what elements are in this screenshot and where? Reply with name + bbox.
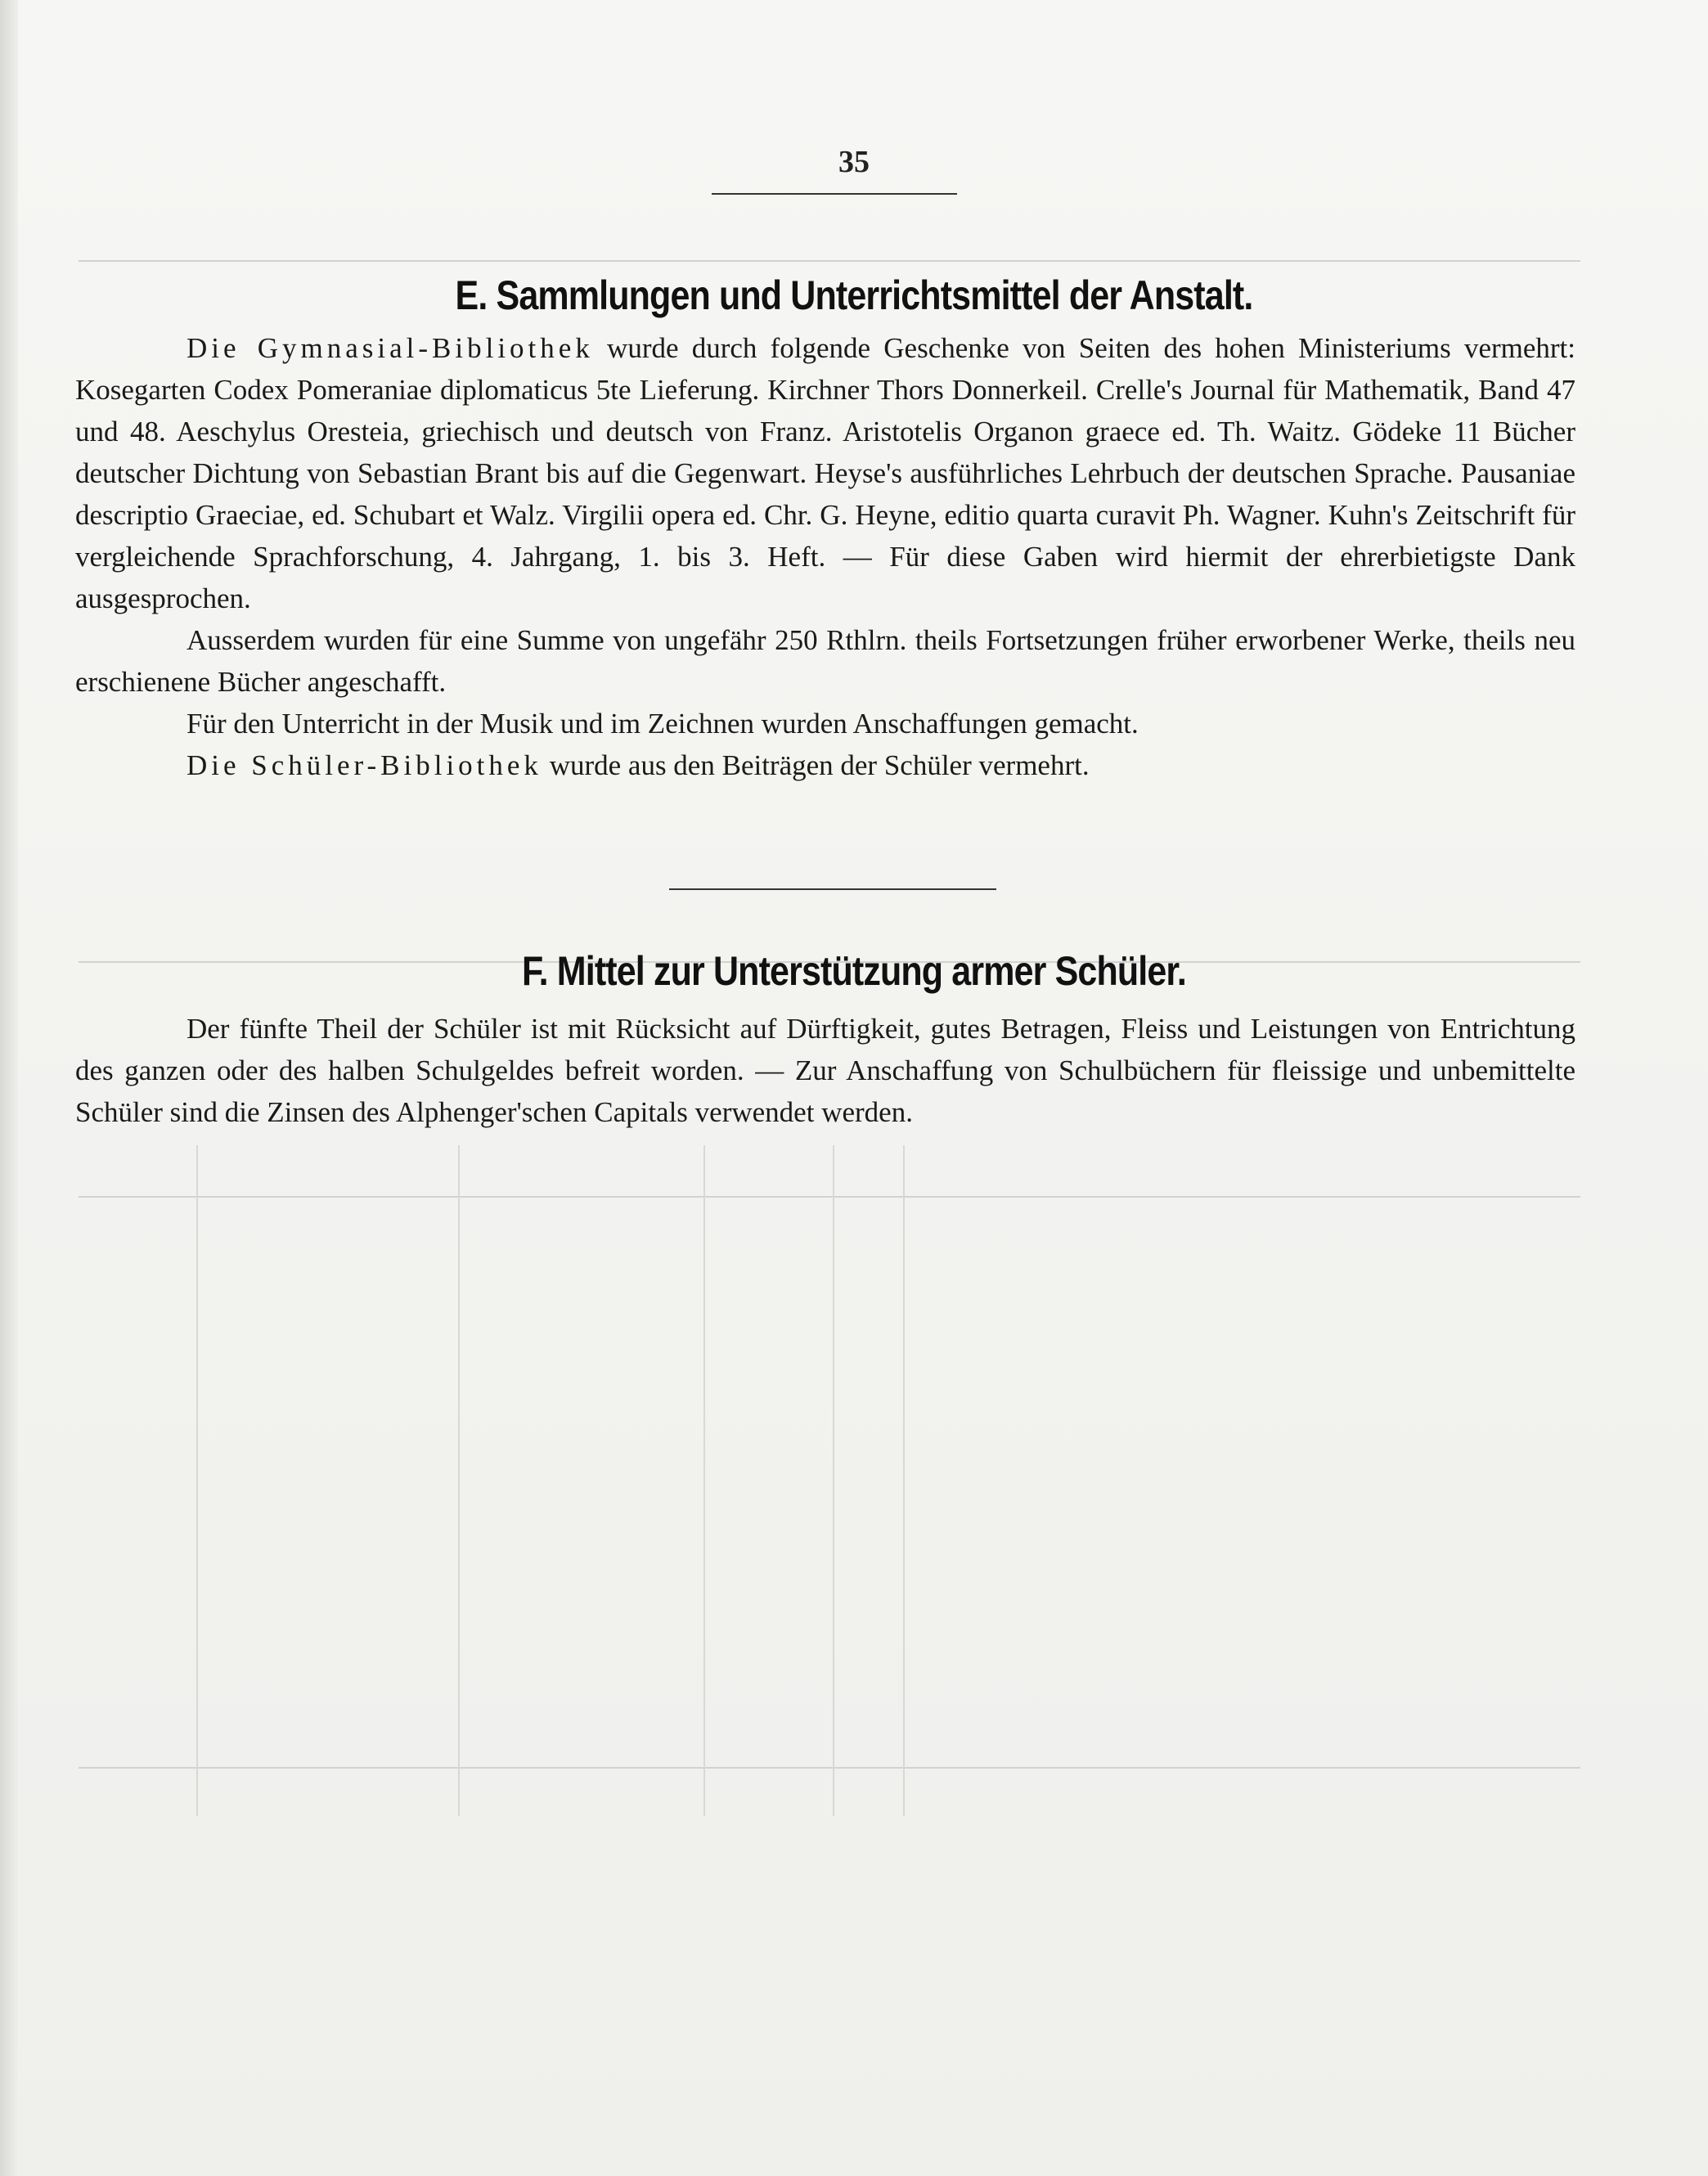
section-divider (669, 888, 996, 890)
section-f-body (75, 1008, 1575, 1133)
bleed-through-rule (79, 1767, 1580, 1769)
bleed-through-rule (196, 1145, 198, 1816)
section-e-paragraph-1 (75, 327, 1575, 619)
bleed-through-rule (833, 1145, 834, 1816)
bleed-through-rule (79, 260, 1580, 262)
bleed-through-rule (79, 1196, 1580, 1198)
section-f-heading: F. Mittel zur Unterstützung armer Schüler. (521, 948, 1187, 994)
section-e-paragraph-2 (75, 619, 1575, 703)
paragraph-text: Der fünfte Theil der Schüler ist mit Rücksicht auf Dürftigkeit, gutes Betragen, Fleiss und Leistungen von Entrichtung des ganzen oder des halben Schulgeldes befreit worden. — Zur Anschaffung von Schulbüchern für fleissige und unbemittelte Schüler sind die Zinsen des Alphenger'schen Capitals verwendet werden. (75, 1013, 1575, 1128)
bleed-through-rule (703, 1145, 705, 1816)
paragraph-text: Für den Unterricht in der Musik und im Zeichnen wurden Anschaffungen gemacht. (187, 708, 1139, 740)
page-number-rule (712, 193, 957, 195)
paragraph-text: Ausserdem wurden für eine Summe von ungefähr 250 Rthlrn. theils Fortsetzungen früher erworbener Werke, theils neu erschienene Bücher angeschafft. (75, 624, 1575, 698)
paragraph-lead: Die Gymnasial-Bibliothek (187, 332, 594, 364)
section-e-heading: E. Sammlungen und Unterrichtsmittel der Anstalt. (455, 272, 1253, 318)
paragraph-text: wurde aus den Beiträgen der Schüler vermehrt. (542, 749, 1090, 781)
paragraph-text: wurde durch folgende Geschenke von Seiten des hohen Ministeriums vermehrt: Kosegarten Codex Pomeraniae diplomaticus 5te Lieferung. Kirchner Thors Donnerkeil. Crelle's Journal für Mathematik, Band 47 und 48. Aeschylus Oresteia, griechisch und deutsch von Franz. Aristotelis Organon graece ed. Th. Waitz. Gödeke 11 Bücher deutscher Dichtung von Sebastian Brant bis auf die Gegenwart. Heyse's ausführliches Lehrbuch der deutschen Sprache. Pausaniae descriptio Graeciae, ed. Schubart et Walz. Virgilii opera ed. Chr. G. Heyne, editio quarta curavit Ph. Wagner. Kuhn's Zeitschrift für vergleichende Sprachforschung, 4. Jahrgang, 1. bis 3. Heft. — Für diese Gaben wird hiermit der ehrerbietigste Dank ausgesprochen. (75, 332, 1575, 614)
bleed-through-rule (903, 1145, 905, 1816)
section-e-body (75, 327, 1575, 786)
section-e-paragraph-3 (75, 703, 1575, 744)
page-edge-shadow (0, 0, 18, 2176)
paragraph-lead: Die Schüler-Bibliothek (187, 749, 542, 781)
bleed-through-rule (458, 1145, 460, 1816)
section-f-paragraph-1 (75, 1008, 1575, 1133)
page-number: 35 (838, 145, 870, 179)
section-e-paragraph-4 (75, 744, 1575, 786)
